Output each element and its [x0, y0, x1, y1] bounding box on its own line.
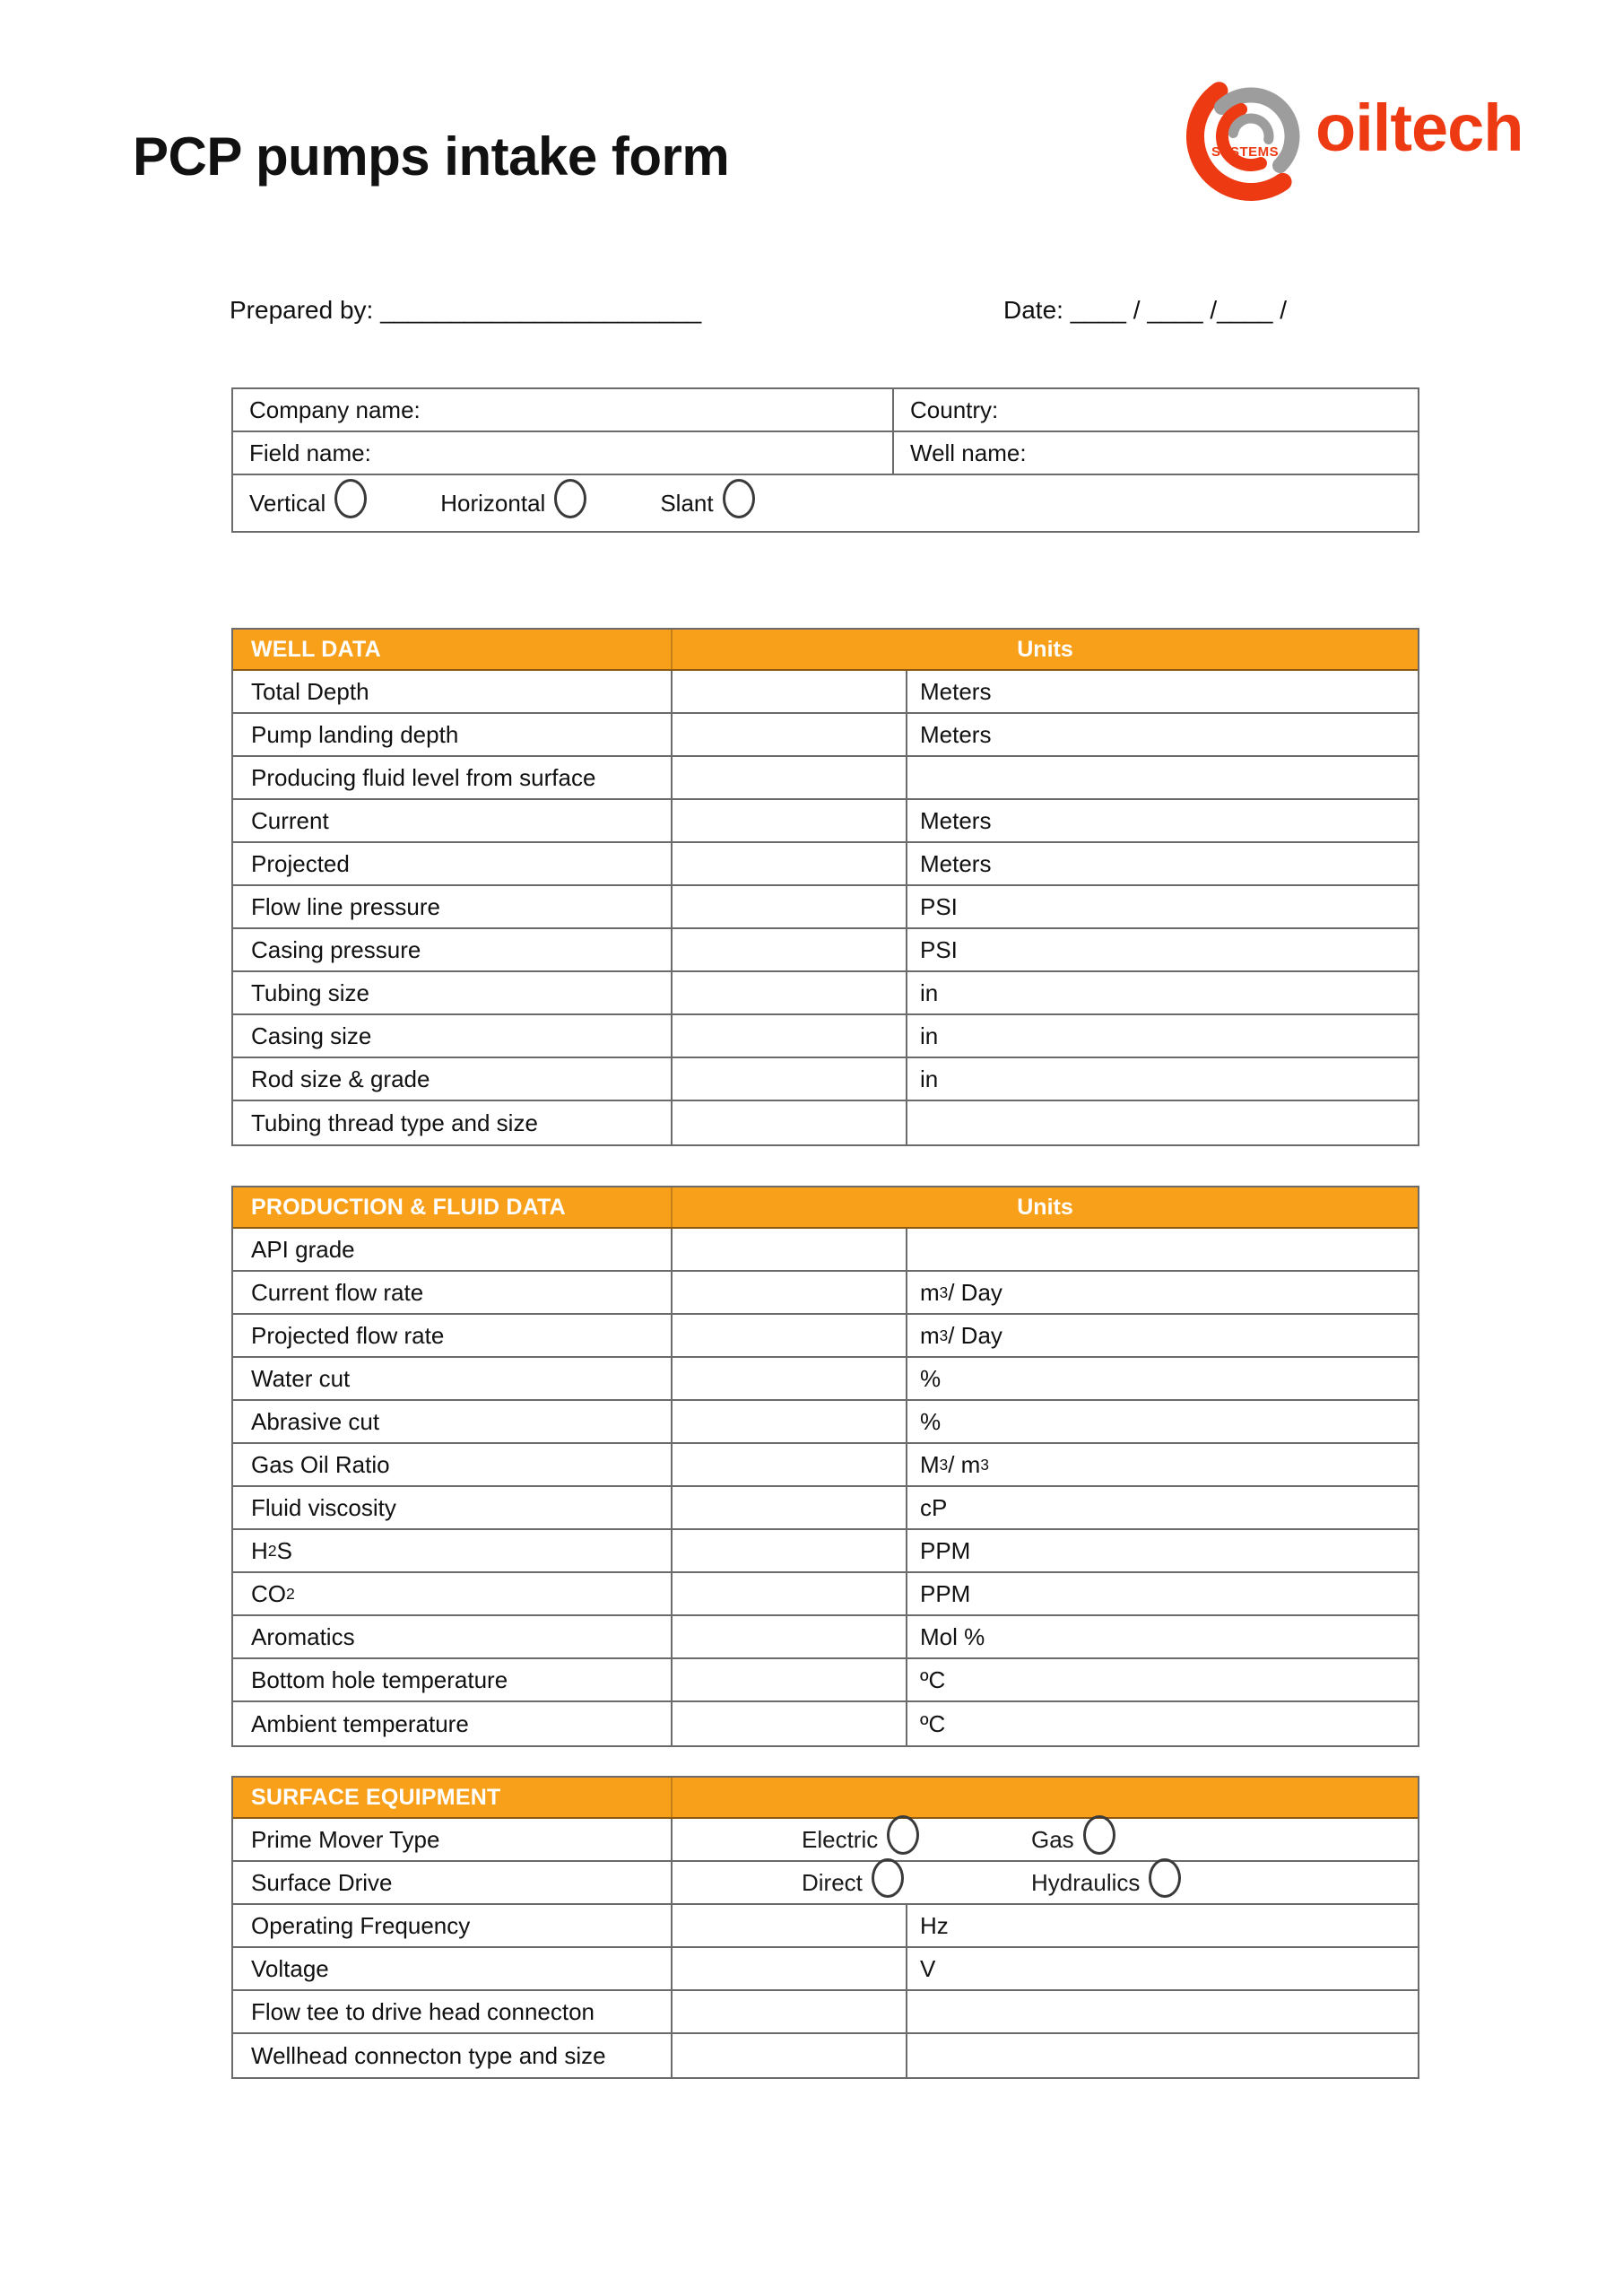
row-value-input[interactable]	[673, 1058, 907, 1100]
table-row	[233, 389, 1418, 432]
option-label: Hydraulics	[1031, 1868, 1141, 1896]
row-label: Operating Frequency	[233, 1905, 673, 1946]
row-label: Casing pressure	[233, 929, 673, 970]
row-label: Aromatics	[233, 1616, 673, 1657]
row-unit	[907, 1229, 1418, 1270]
row-unit: Meters	[920, 806, 992, 834]
table-header-row	[233, 1187, 1418, 1229]
option-label: Gas	[1031, 1825, 1074, 1853]
row-unit	[907, 757, 1418, 798]
radio-circle-icon[interactable]	[723, 479, 755, 518]
table-row	[233, 1862, 1418, 1905]
row-unit: Meters	[920, 677, 992, 705]
row-value-input[interactable]	[673, 1229, 907, 1270]
well-info-box	[231, 387, 1419, 533]
well-type-option-slant[interactable]	[660, 483, 754, 523]
row-label: Water cut	[233, 1358, 673, 1399]
option-label: Electric	[802, 1825, 879, 1853]
table-row	[233, 714, 1418, 757]
table-header-units: Units	[1017, 636, 1073, 662]
company-name-cell[interactable]: Company name:	[233, 389, 894, 430]
table-row	[233, 929, 1418, 972]
table-row	[233, 800, 1418, 843]
table-row	[233, 1315, 1418, 1358]
table-header-title: SURFACE EQUIPMENT	[233, 1778, 673, 1817]
date-field[interactable]: Date: ____ / ____ /____ /	[1003, 296, 1288, 324]
row-label: Gas Oil Ratio	[233, 1444, 673, 1485]
row-unit	[907, 1991, 1418, 2032]
row-label: Casing size	[233, 1015, 673, 1057]
row-unit: in	[920, 1065, 939, 1092]
row-unit: in	[920, 978, 939, 1006]
row-value-input[interactable]	[673, 714, 907, 755]
well-type-label: Horizontal	[440, 489, 546, 517]
row-value-input[interactable]	[673, 1487, 907, 1528]
row-unit: ºC	[920, 1665, 946, 1693]
table-row	[233, 1659, 1418, 1702]
row-label: Tubing size	[233, 972, 673, 1013]
row-value-input[interactable]	[673, 1530, 907, 1571]
row-unit	[907, 1101, 1418, 1144]
row-label: Current	[233, 800, 673, 841]
table-row	[233, 671, 1418, 714]
row-unit: PPM	[920, 1536, 971, 1564]
row-label: Wellhead connecton type and size	[233, 2034, 673, 2077]
row-unit: V	[920, 1954, 936, 1982]
row-label: Surface Drive	[233, 1862, 673, 1903]
row-label: Ambient temperature	[233, 1702, 673, 1745]
table-row	[233, 1358, 1418, 1401]
well-type-cell	[233, 475, 1418, 531]
row-unit: cP	[920, 1493, 948, 1521]
table-row	[233, 886, 1418, 929]
row-value-input[interactable]	[673, 1702, 907, 1745]
row-label: Voltage	[233, 1948, 673, 1989]
row-unit: Meters	[920, 720, 992, 748]
production-data-rows	[233, 1229, 1418, 1745]
table-row	[233, 1819, 1418, 1862]
row-label: Projected	[233, 843, 673, 884]
table-row	[233, 475, 1418, 531]
well-type-label: Vertical	[249, 489, 326, 517]
option-direct[interactable]	[802, 1863, 904, 1902]
row-unit: PSI	[920, 892, 958, 920]
table-row	[233, 1229, 1418, 1272]
table-row	[233, 972, 1418, 1015]
table-row	[233, 1444, 1418, 1487]
production-fluid-data-table	[231, 1186, 1419, 1747]
option-hydraulics[interactable]	[1031, 1863, 1181, 1902]
well-name-cell[interactable]: Well name:	[910, 439, 1027, 466]
row-value-input[interactable]	[673, 1905, 907, 1946]
option-gas[interactable]	[1031, 1820, 1115, 1859]
country-cell[interactable]: Country:	[910, 396, 999, 423]
radio-circle-icon[interactable]	[1083, 1815, 1115, 1855]
row-unit	[907, 2034, 1418, 2077]
row-unit: Hz	[920, 1911, 949, 1939]
row-unit: in	[920, 1022, 939, 1049]
row-unit: m 3 / Day	[920, 1278, 1002, 1306]
row-value-input[interactable]	[673, 929, 907, 970]
row-value-input[interactable]	[673, 1315, 907, 1356]
table-row	[233, 2034, 1418, 2077]
row-label: Prime Mover Type	[233, 1819, 673, 1860]
logo-rings-icon	[1179, 70, 1323, 203]
row-label: Current flow rate	[233, 1272, 673, 1313]
row-unit: M 3 / m 3	[920, 1450, 989, 1478]
logo-systems-text: SYSTEMS	[1211, 144, 1280, 160]
row-value-input[interactable]	[673, 800, 907, 841]
row-value-input[interactable]	[673, 1444, 907, 1485]
option-label: Direct	[802, 1868, 863, 1896]
row-options	[673, 1862, 1418, 1903]
well-type-label: Slant	[660, 489, 714, 517]
row-value-input[interactable]	[673, 1573, 907, 1614]
surface-equipment-table	[231, 1776, 1419, 2079]
table-header-units	[673, 1778, 1418, 1817]
row-unit: %	[920, 1407, 942, 1435]
row-label: API grade	[233, 1229, 673, 1270]
table-row	[233, 1401, 1418, 1444]
row-value-input[interactable]	[673, 1272, 907, 1313]
row-label: Projected flow rate	[233, 1315, 673, 1356]
table-row	[233, 432, 1418, 475]
row-value-input[interactable]	[673, 1015, 907, 1057]
well-data-table	[231, 628, 1419, 1146]
table-row	[233, 1616, 1418, 1659]
row-value-input[interactable]	[673, 1358, 907, 1399]
table-row	[233, 1702, 1418, 1745]
well-data-rows	[233, 671, 1418, 1144]
row-label: CO 2	[233, 1573, 673, 1614]
row-label: Abrasive cut	[233, 1401, 673, 1442]
radio-circle-icon[interactable]	[872, 1858, 904, 1898]
table-row	[233, 1487, 1418, 1530]
row-label: Tubing thread type and size	[233, 1101, 673, 1144]
radio-circle-icon[interactable]	[887, 1815, 919, 1855]
field-name-cell[interactable]: Field name:	[233, 432, 894, 474]
row-label: Flow tee to drive head connecton	[233, 1991, 673, 2032]
row-label: Bottom hole temperature	[233, 1659, 673, 1700]
row-value-input[interactable]	[673, 1616, 907, 1657]
row-unit: %	[920, 1364, 942, 1392]
prepared-date-row	[230, 296, 1422, 337]
row-unit: Mol %	[920, 1622, 985, 1650]
row-unit: Meters	[920, 849, 992, 877]
option-electric[interactable]	[802, 1820, 919, 1859]
logo-wordmark: oiltech	[1315, 91, 1523, 165]
row-value-input[interactable]	[673, 757, 907, 798]
radio-circle-icon[interactable]	[334, 479, 367, 518]
table-row	[233, 1991, 1418, 2034]
row-label: Fluid viscosity	[233, 1487, 673, 1528]
table-row	[233, 1058, 1418, 1101]
row-label: H 2 S	[233, 1530, 673, 1571]
table-header-title: WELL DATA	[233, 630, 673, 669]
row-label: Producing fluid level from surface	[233, 757, 673, 798]
table-row	[233, 843, 1418, 886]
table-header-units: Units	[1017, 1194, 1073, 1220]
row-value-input[interactable]	[673, 1101, 907, 1144]
row-unit: PSI	[920, 935, 958, 963]
row-value-input[interactable]	[673, 972, 907, 1013]
row-options	[673, 1819, 1418, 1860]
well-type-option-vertical[interactable]	[249, 483, 367, 523]
row-unit: m 3 / Day	[920, 1321, 1002, 1349]
table-row	[233, 1573, 1418, 1616]
row-value-input[interactable]	[673, 671, 907, 712]
row-value-input[interactable]	[673, 1948, 907, 1989]
row-value-input[interactable]	[673, 1991, 907, 2032]
surface-equipment-rows	[233, 1819, 1418, 2077]
radio-circle-icon[interactable]	[554, 479, 586, 518]
table-row	[233, 1530, 1418, 1573]
table-row	[233, 757, 1418, 800]
table-header-row	[233, 1778, 1418, 1819]
well-type-option-horizontal[interactable]	[440, 483, 586, 523]
table-row	[233, 1948, 1418, 1991]
row-value-input[interactable]	[673, 1659, 907, 1700]
radio-circle-icon[interactable]	[1149, 1858, 1181, 1898]
table-row	[233, 1905, 1418, 1948]
table-header-row	[233, 630, 1418, 671]
page-title: PCP pumps intake form	[133, 126, 730, 187]
table-header-title: PRODUCTION & FLUID DATA	[233, 1187, 673, 1227]
oiltech-logo	[1179, 70, 1556, 203]
row-value-input[interactable]	[673, 1401, 907, 1442]
row-label: Pump landing depth	[233, 714, 673, 755]
table-row	[233, 1272, 1418, 1315]
row-label: Flow line pressure	[233, 886, 673, 927]
table-row	[233, 1015, 1418, 1058]
row-unit: PPM	[920, 1579, 971, 1607]
row-unit: ºC	[920, 1709, 946, 1737]
row-value-input[interactable]	[673, 843, 907, 884]
row-label: Total Depth	[233, 671, 673, 712]
row-label: Rod size & grade	[233, 1058, 673, 1100]
table-row	[233, 1101, 1418, 1144]
prepared-by-field[interactable]: Prepared by: _______________________	[230, 296, 702, 324]
row-value-input[interactable]	[673, 2034, 907, 2077]
row-value-input[interactable]	[673, 886, 907, 927]
